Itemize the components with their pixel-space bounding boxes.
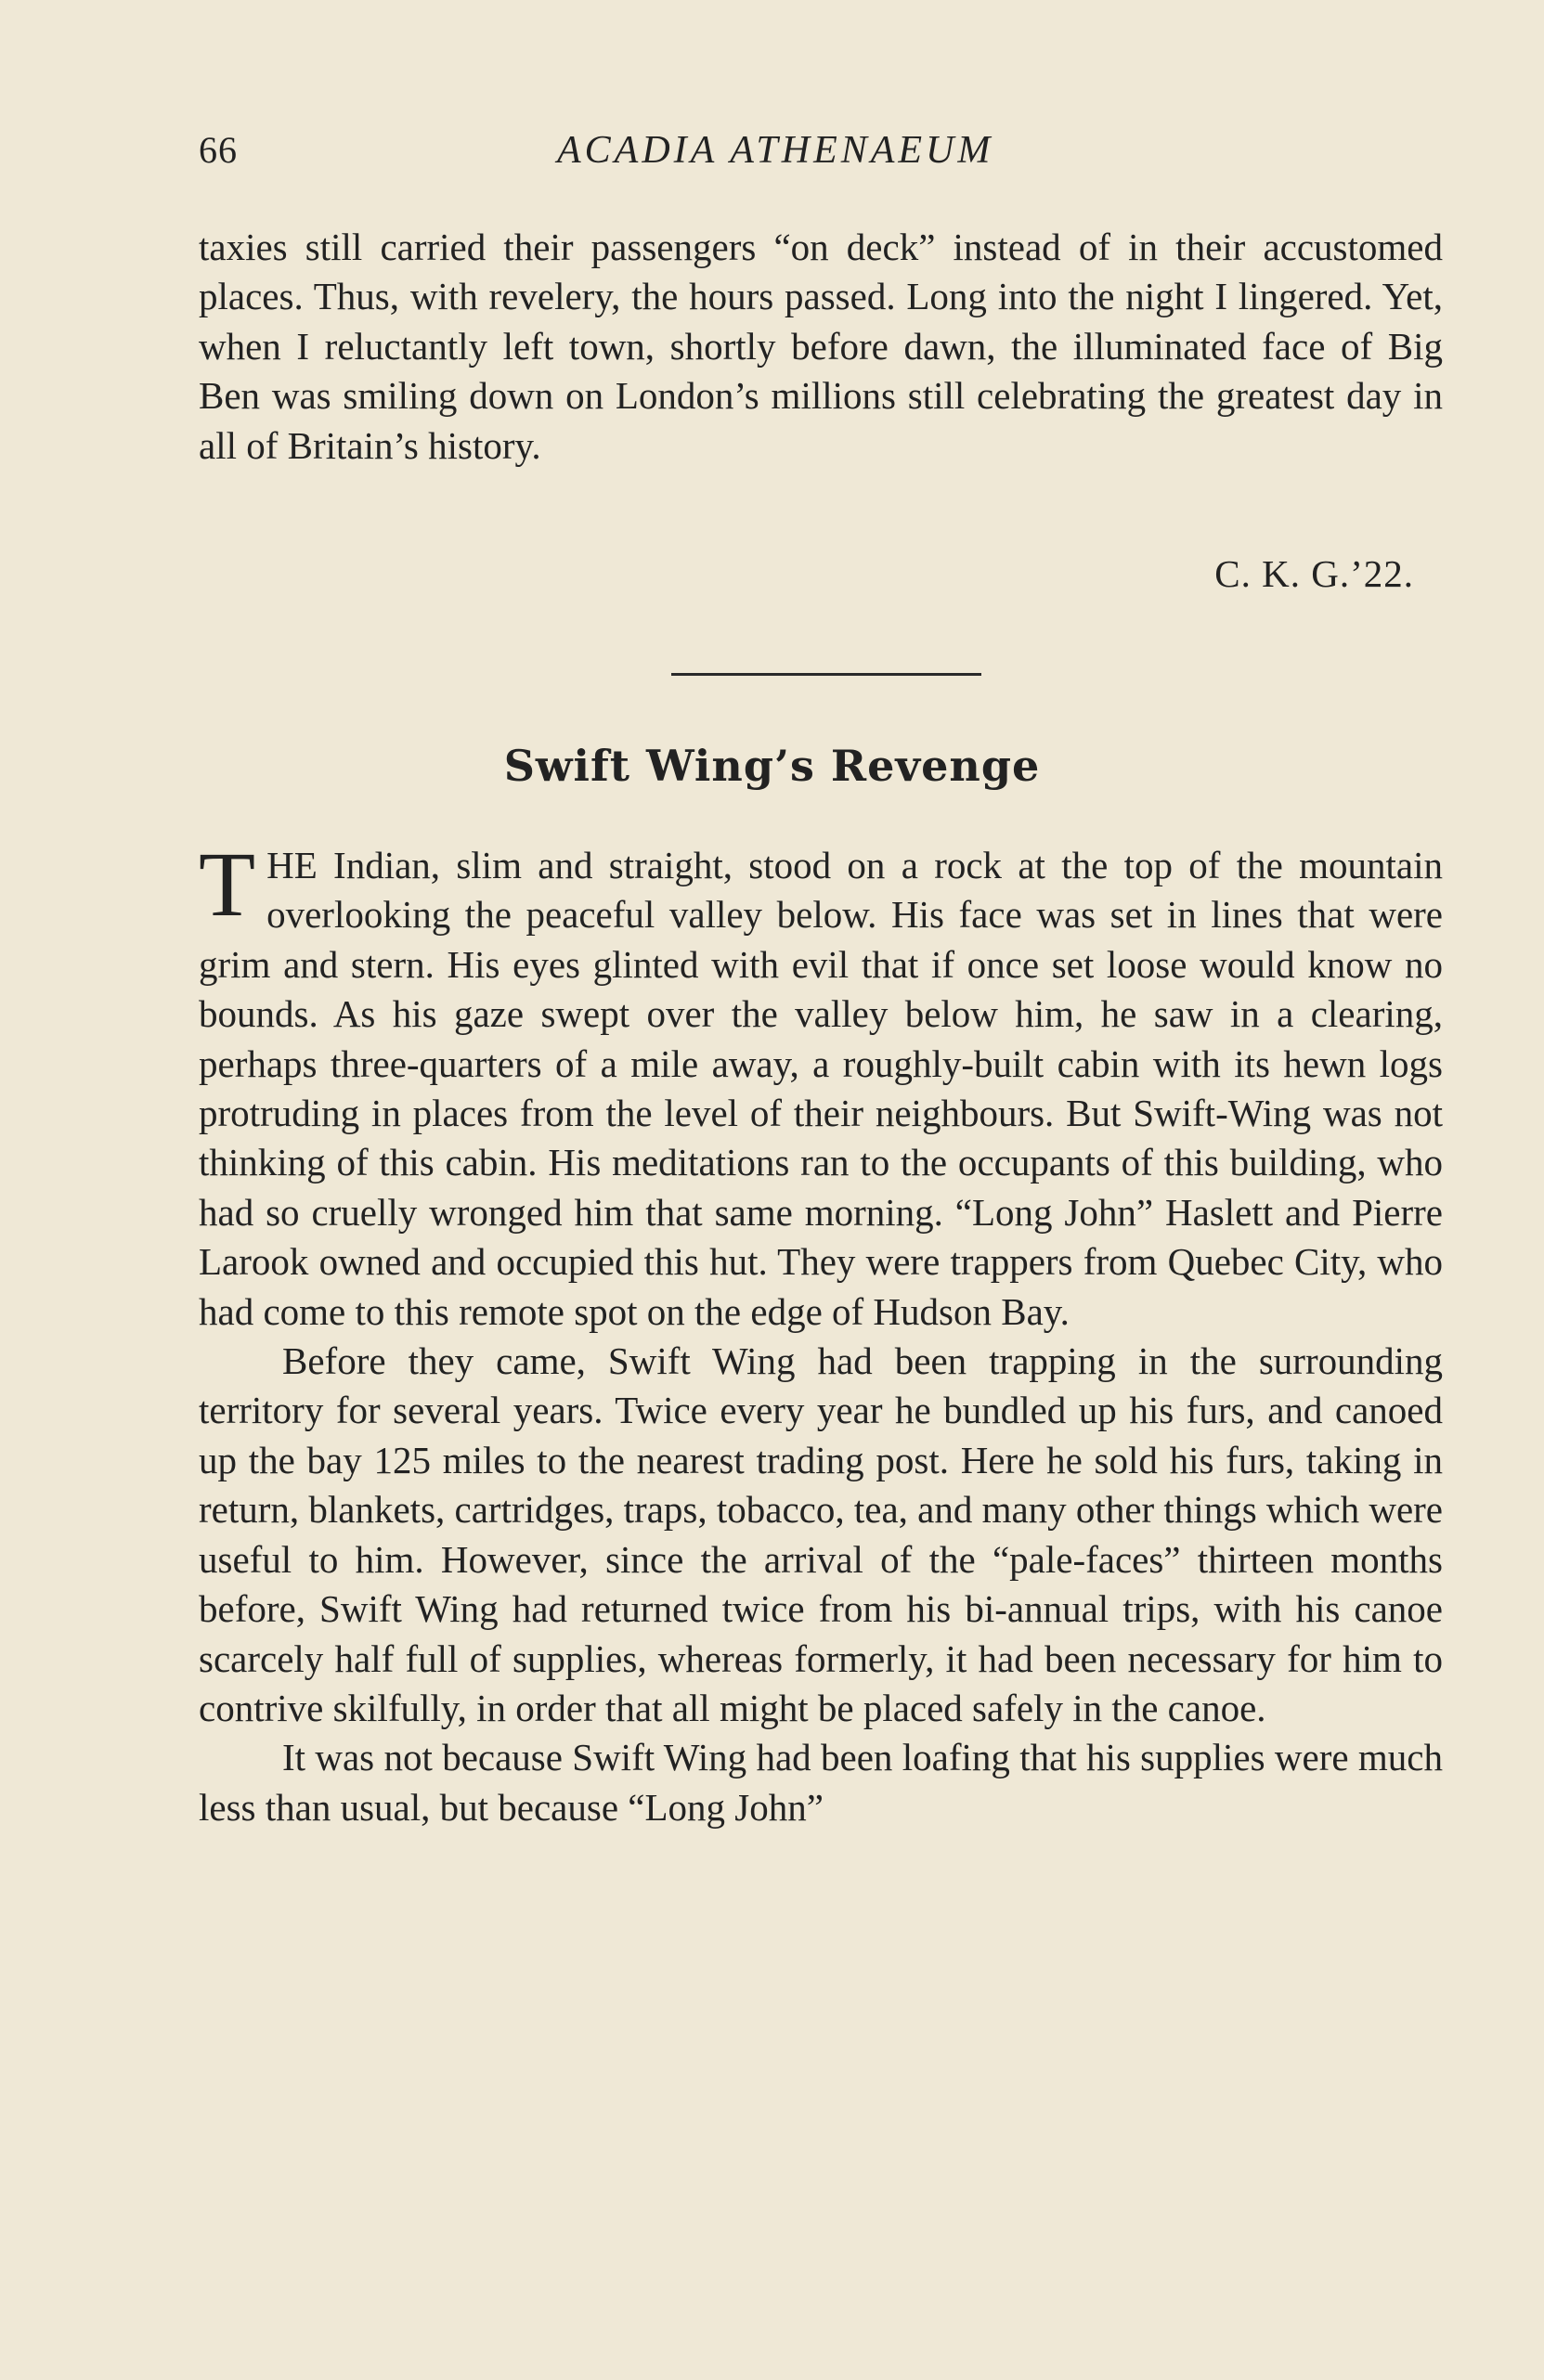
page-header [186,128,1448,184]
author-signature: C. K. G.’22. [1214,552,1414,595]
story-paragraph-2: Before they came, Swift Wing had been trapping in the surrounding territory for several years. Twice every year he bundled up his furs, and canoed up the bay 125 miles to the nearest trading post. Here he sold his furs, taking in return, blankets, cartridges, traps, tobacco, tea, and many other things which were useful to him. However, since the arrival of the “pale-faces” thirteen months before, Swift Wing had returned twice from his bi-annual trips, with his canoe scarcely half full of supplies, whereas formerly, it had been necessary for him to contrive skilfully, in order that all might be placed safely in the canoe. [199,1339,1444,1729]
page-number: 66 [199,129,238,171]
story-paragraph-1-text: HE Indian, slim and straight, stood on a rock at the top of the mountain overlooking the peaceful valley below. His face was set in lines that were grim and stern. His eyes glinted with evil that if once set loose would know no bounds. As his gaze swept over the valley below him, he saw in a clearing, perhaps three-quarters of a mile away, a roughly-built cabin with its hewn logs protruding in places from the level of their neighbours. But Swift-Wing was not thinking of this cabin. His meditations ran to the occupants of this building, who had so cruelly wronged him that same morning. “Long John” Haslett and Pierre Larook owned and occupied this hut. They were trappers from Quebec City, who had come to this remote spot on the edge of Hudson Bay. [199,844,1443,1333]
section-divider [671,673,981,676]
story-paragraph-1 [199,833,1443,1337]
previous-article-ending [199,223,1443,471]
closing-paragraph: taxies still carried their passengers “on deck” instead of in their accustomed places. Thus, with revelery, the hours passed. Long into the night I lingered. Yet, when I reluctantly left town, shortly before dawn, the illuminated face of Big Ben was smiling down on London’s millions still celebrating the greatest day in all of Britain’s history. [199,226,1443,467]
running-title: ACADIA ATHENAEUM [557,129,994,172]
story-paragraph-3: It was not because Swift Wing had been loafing that his supplies were much less than usual, but because “Long John” [199,1736,1443,1829]
story-body [199,833,1444,1832]
story-title: Swift Wing’s Revenge [503,741,1041,791]
drop-cap: T [199,833,256,936]
